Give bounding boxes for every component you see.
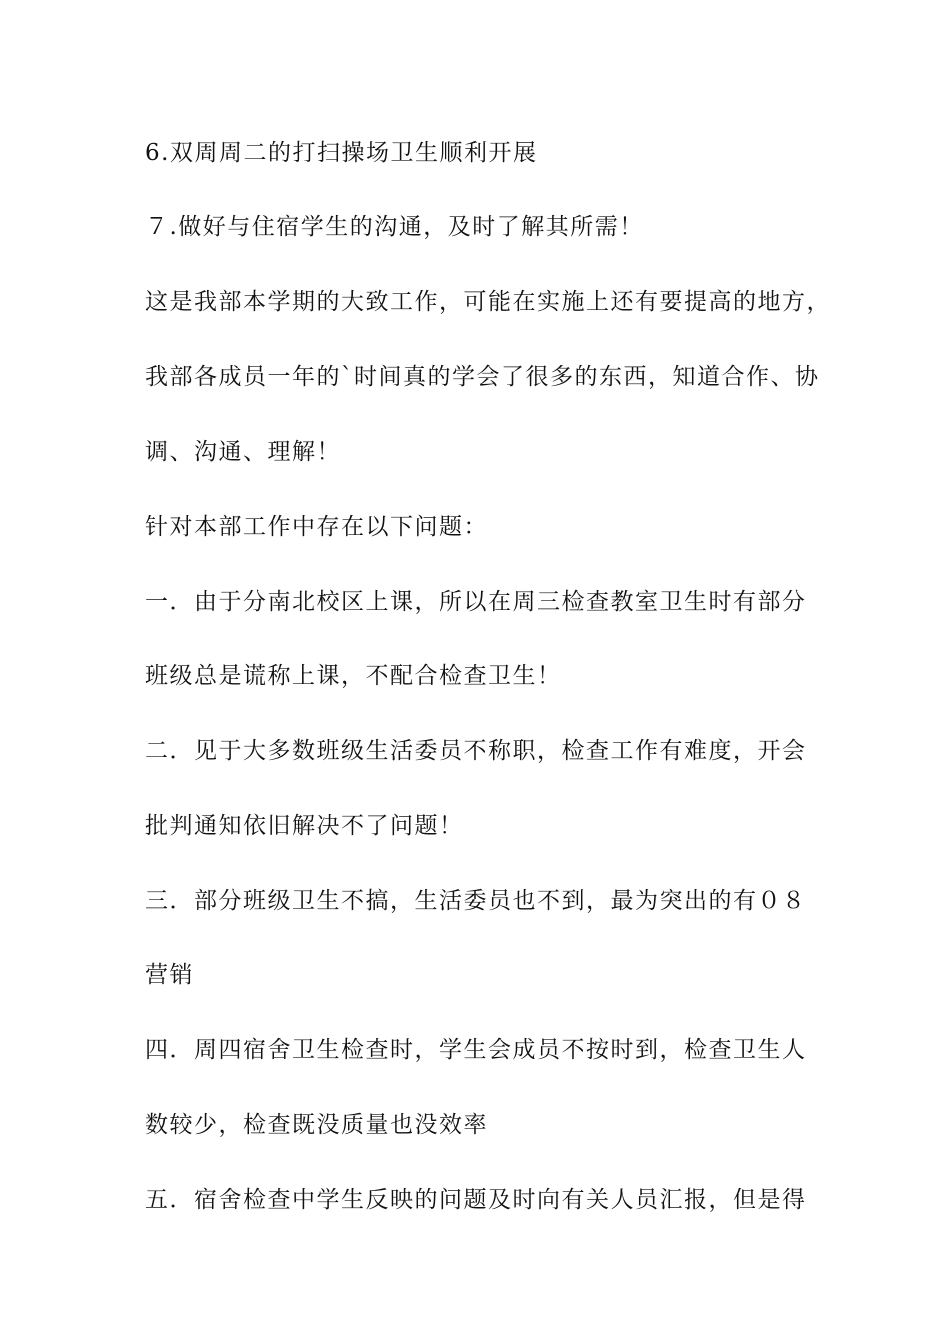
problem-1-line-1: 一．由于分南北校区上课，所以在周三检查教室卫生时有部分: [145, 589, 807, 615]
list-item-6: 6.双周周二的打扫操场卫生顺利开展: [145, 140, 538, 166]
problem-1-line-2: 班级总是谎称上课，不配合检查卫生！: [145, 663, 562, 689]
problem-4-line-2: 数较少，检查既没质量也没效率: [145, 1112, 488, 1138]
summary-paragraph-line-1: 这是我部本学期的大致工作，可能在实施上还有要提高的地方，: [145, 289, 831, 315]
problems-heading: 针对本部工作中存在以下问题：: [145, 514, 488, 540]
problem-2-line-2: 批判通知依旧解决不了问题！: [145, 813, 464, 839]
problem-3-line-1: 三．部分班级卫生不搞，生活委员也不到，最为突出的有０８: [145, 888, 807, 914]
list-item-7: ７.做好与住宿学生的沟通，及时了解其所需！: [145, 214, 644, 240]
summary-paragraph-line-2: 我部各成员一年的`时间真的学会了很多的东西，知道合作、协: [145, 364, 820, 390]
problem-4-line-1: 四．周四宿舍卫生检查时，学生会成员不按时到，检查卫生人: [145, 1037, 807, 1063]
problem-5-line-1: 五．宿舍检查中学生反映的问题及时向有关人员汇报，但是得: [145, 1187, 807, 1213]
problem-2-line-1: 二．见于大多数班级生活委员不称职，检查工作有难度，开会: [145, 738, 807, 764]
problem-3-line-2: 营销: [145, 962, 194, 988]
summary-paragraph-line-3: 调、沟通、理解！: [145, 439, 341, 465]
